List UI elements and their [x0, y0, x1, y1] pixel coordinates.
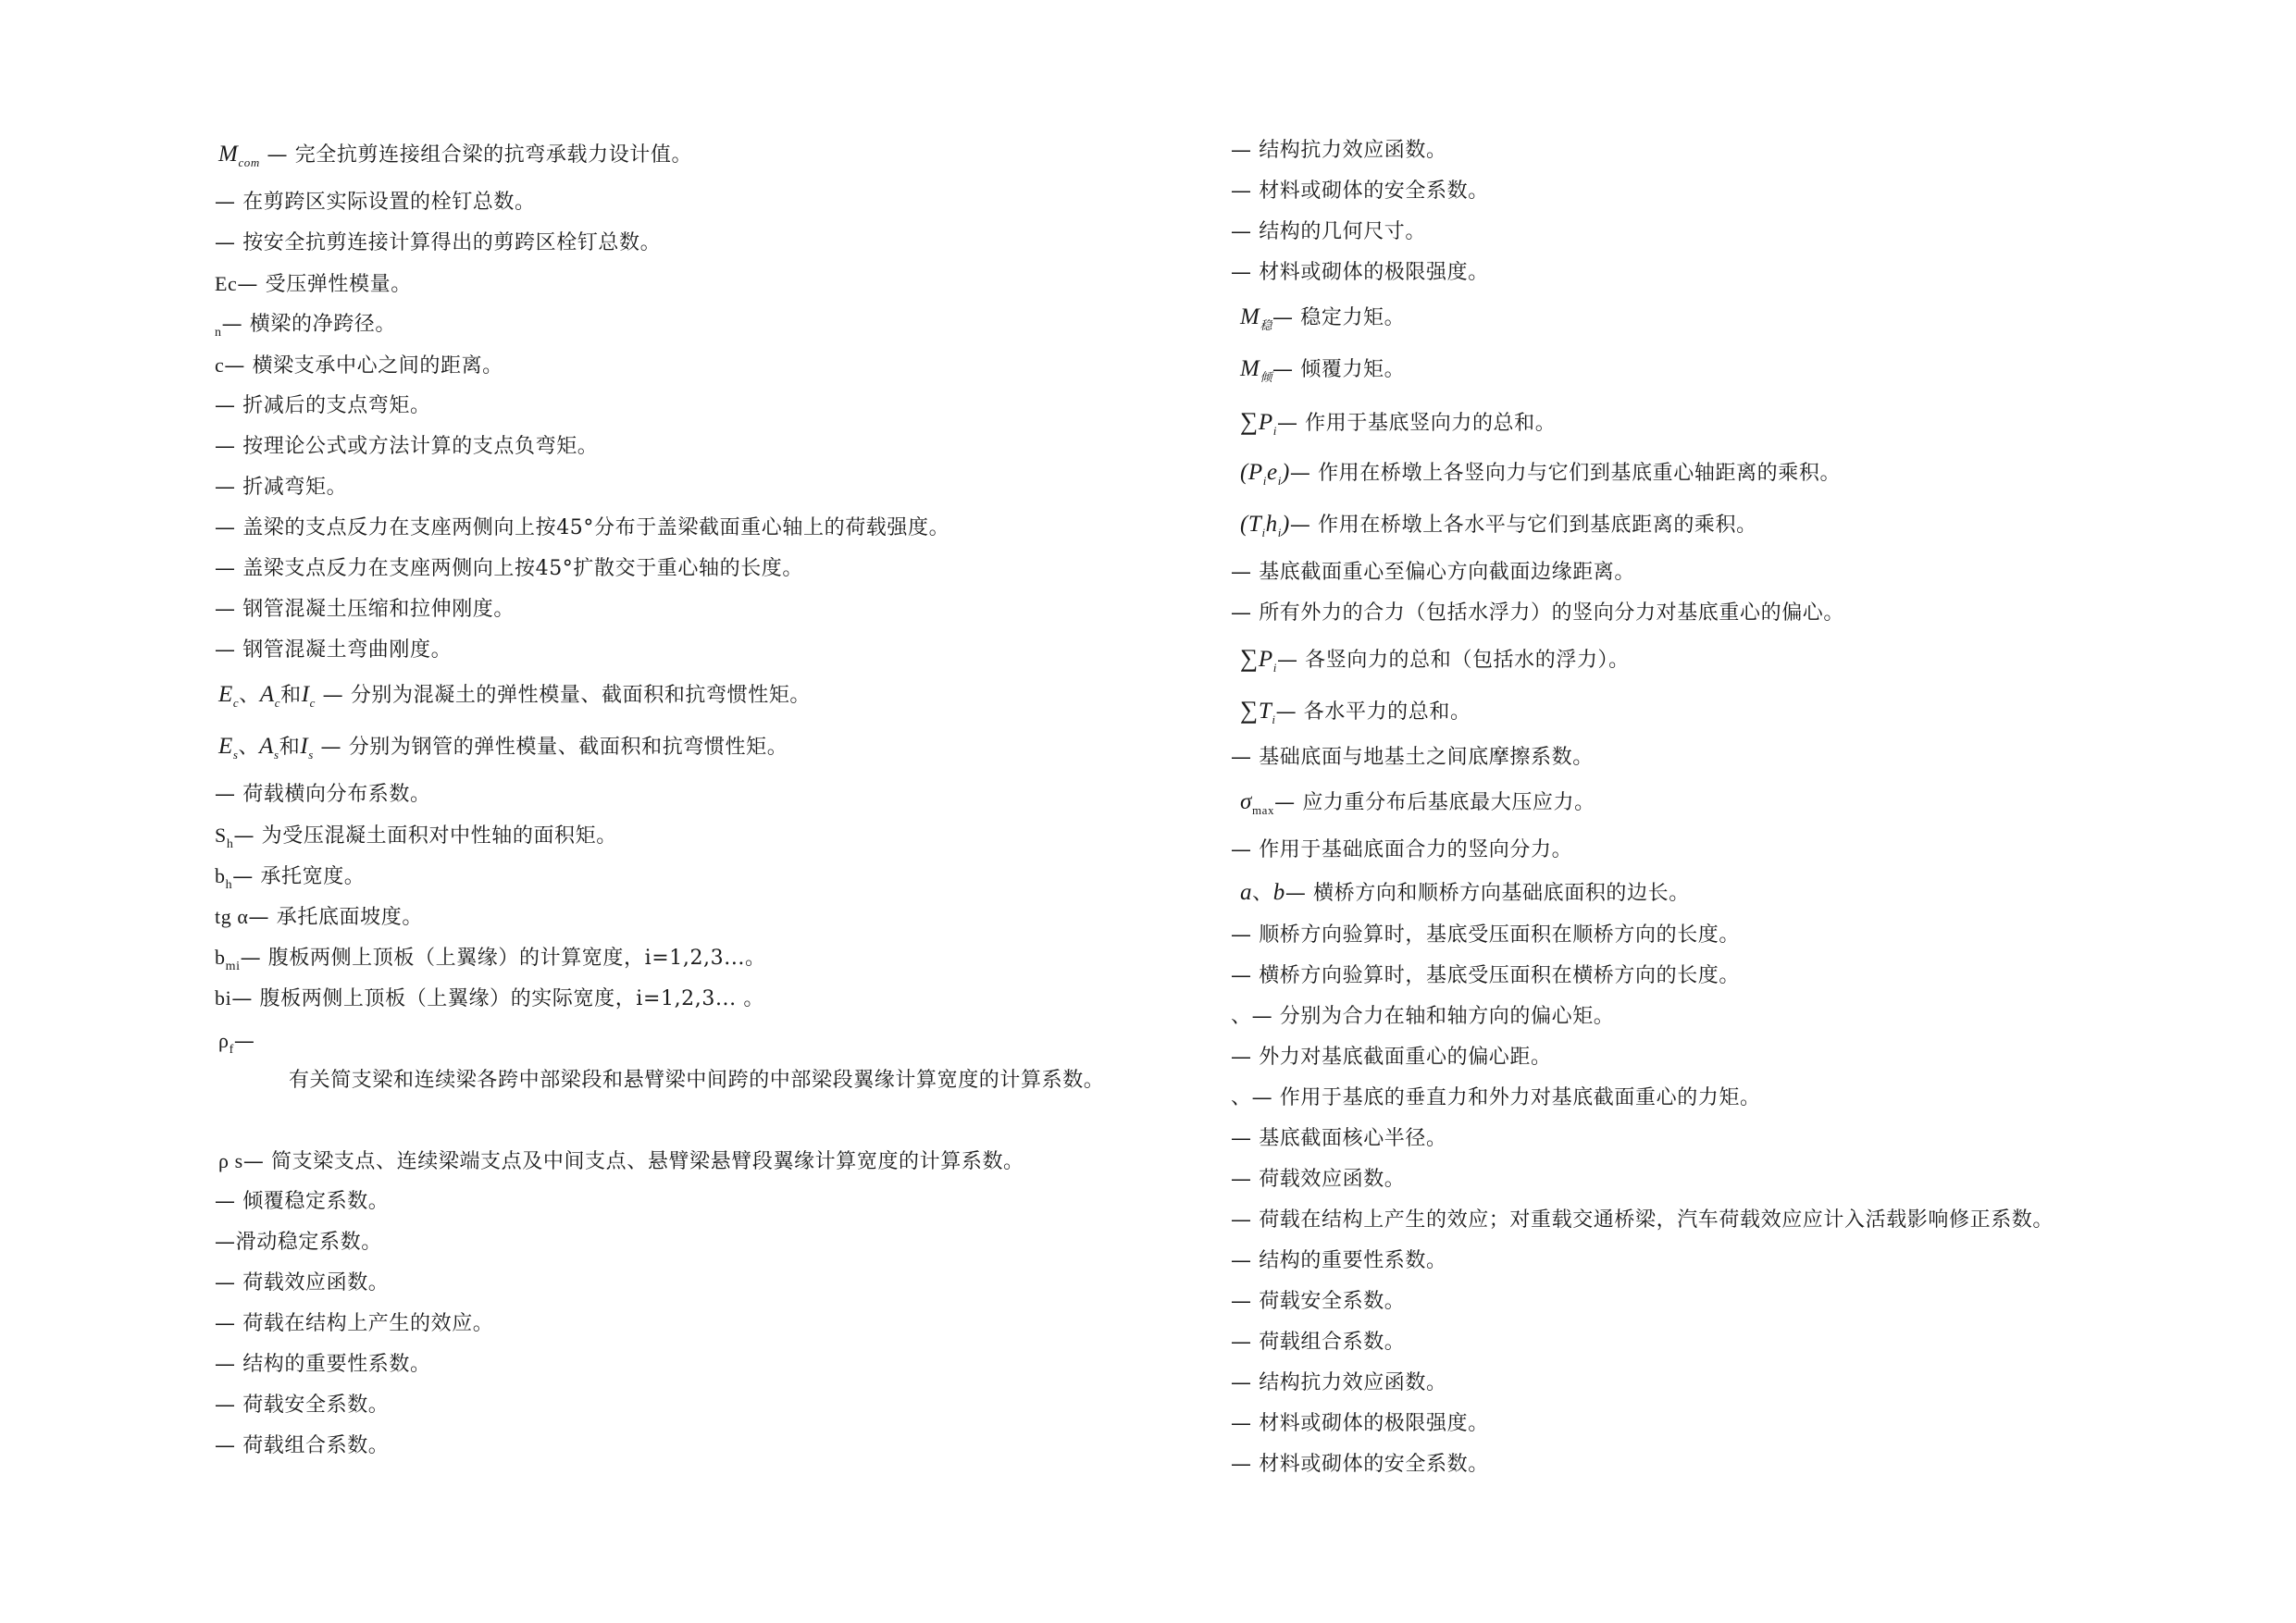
definition-line: — 所有外力的合力（包括水浮力）的竖向分力对基底重心的偏心。	[1231, 601, 1844, 625]
definition-line: — 钢管混凝土弯曲刚度。	[215, 638, 453, 662]
definition-line: c— 横梁支承中心之间的距离。	[215, 353, 503, 378]
definition-line: — 外力对基底截面重心的偏心距。	[1231, 1046, 1552, 1069]
definition-line: $\rho_f—$	[218, 1029, 255, 1057]
math-symbol: $(T_ih_i)$	[1240, 512, 1290, 539]
definition-line: $\sigma_{max}—$ 应力重分布后基底最大压应力。	[1240, 789, 1595, 817]
definition-line: — 结构抗力效应函数。	[1231, 1371, 1447, 1394]
definition-line: — 折减后的支点弯矩。	[215, 394, 431, 417]
definition-line: 、— 分别为合力在轴和轴方向的偏心矩。	[1231, 1005, 1615, 1028]
math-symbol: $\sum P_i$	[1240, 644, 1277, 675]
definition-line: $\sum T_i—$ 各水平力的总和。	[1240, 696, 1471, 726]
definition-line: $(T_ih_i)—$ 作用在桥墩上各水平与它们到基底距离的乘积。	[1240, 512, 1757, 539]
definition-line: — 基底截面核心半径。	[1231, 1127, 1447, 1150]
definition-line: — 荷载效应函数。	[1231, 1168, 1406, 1191]
definition-line: — 荷载横向分布系数。	[215, 783, 431, 806]
definition-line: — 在剪跨区实际设置的栓钉总数。	[215, 191, 536, 214]
definition-line: — 材料或砌体的极限强度。	[1231, 261, 1489, 284]
definition-line: $E_s$、$A_s$和$I_s$ — 分别为钢管的弹性模量、截面积和抗弯惯性矩。	[218, 734, 788, 762]
definition-line: — 基础底面与地基土之间底摩擦系数。	[1231, 746, 1594, 769]
definition-line: — 倾覆稳定系数。	[215, 1190, 390, 1213]
definition-paragraph: 有关简支梁和连续梁各跨中部梁段和悬臂梁中间跨的中部梁段翼缘计算宽度的计算系数。	[289, 1069, 1105, 1092]
math-symbol: $E_s$	[218, 734, 239, 762]
definition-line: bi— 腹板两侧上顶板（上翼缘）的实际宽度，i=1,2,3... 。	[215, 986, 764, 1010]
definition-line: — 荷载效应函数。	[215, 1271, 390, 1295]
definition-line: — 按理论公式或方法计算的支点负弯矩。	[215, 435, 599, 458]
definition-line: — 结构的重要性系数。	[215, 1353, 431, 1376]
definition-line: $b_h—$ 承托宽度。	[215, 864, 366, 892]
definition-line: ρ s— 简支梁支点、连续梁端支点及中间支点、悬臂梁悬臂段翼缘计算宽度的计算系数。	[218, 1149, 1024, 1173]
definition-line: — 荷载在结构上产生的效应。	[215, 1312, 494, 1335]
math-symbol: $M_稳$	[1240, 304, 1273, 332]
math-symbol: $M_{com}$	[218, 142, 260, 169]
math-symbol: $(P_ie_i)$	[1240, 460, 1290, 488]
definition-line: tg α— 承托底面坡度。	[215, 905, 423, 929]
definition-line: — 盖梁的支点反力在支座两侧向上按45°分布于盖梁截面重心轴上的荷载强度。	[215, 516, 950, 539]
definition-line: Ec— 受压弹性模量。	[215, 272, 412, 296]
definition-line: — 横桥方向验算时，基底受压面积在横桥方向的长度。	[1231, 964, 1740, 987]
definition-line: — 钢管混凝土压缩和拉伸刚度。	[215, 598, 515, 621]
definition-line: $M_倾—$ 倾覆力矩。	[1240, 356, 1406, 384]
math-symbol: $E_c$	[218, 682, 240, 710]
definition-line: $S_h—$ 为受压混凝土面积对中性轴的面积矩。	[215, 824, 617, 851]
definition-line: — 折减弯矩。	[215, 476, 348, 499]
definition-line: $M_稳—$ 稳定力矩。	[1240, 304, 1406, 332]
definition-line: $\sum P_i—$ 各竖向力的总和（包括水的浮力）。	[1240, 644, 1630, 675]
math-symbol: $\sum T_i$	[1240, 696, 1276, 726]
math-symbol: $\sigma_{max}$	[1240, 789, 1275, 817]
definition-line: — 荷载安全系数。	[1231, 1290, 1406, 1313]
definition-line: — 结构抗力效应函数。	[1231, 139, 1447, 162]
definition-line: $b_{mi}—$ 腹板两侧上顶板（上翼缘）的计算宽度，i=1,2,3...。	[215, 946, 766, 973]
definition-line: — 荷载在结构上产生的效应；对重载交通桥梁，汽车荷载效应应计入活载影响修正系数。	[1231, 1208, 2054, 1232]
definition-line: — 作用于基础底面合力的竖向分力。	[1231, 838, 1573, 861]
definition-line: $\sum P_i—$ 作用于基底竖向力的总和。	[1240, 407, 1557, 438]
definition-line: $E_c$、$A_c$和$I_c$ — 分别为混凝土的弹性模量、截面积和抗弯惯性矩。	[218, 682, 812, 710]
math-symbol: $M_倾$	[1240, 356, 1273, 384]
definition-line: $(P_ie_i)—$ 作用在桥墩上各竖向力与它们到基底重心轴距离的乘积。	[1240, 460, 1842, 488]
definition-line: — 材料或砌体的安全系数。	[1231, 1453, 1489, 1476]
definition-line: — 盖梁支点反力在支座两侧向上按45°扩散交于重心轴的长度。	[215, 557, 803, 580]
definition-line: $M_{com}$ — 完全抗剪连接组合梁的抗弯承载力设计值。	[218, 142, 693, 169]
definition-line: —滑动稳定系数。	[215, 1231, 382, 1254]
definition-line: — 按安全抗剪连接计算得出的剪跨区栓钉总数。	[215, 231, 662, 254]
definition-line: — 结构的几何尺寸。	[1231, 220, 1426, 243]
definition-line: — 顺桥方向验算时，基底受压面积在顺桥方向的长度。	[1231, 923, 1740, 947]
math-symbol: $\sum P_i$	[1240, 407, 1277, 438]
definition-line: — 材料或砌体的安全系数。	[1231, 180, 1489, 203]
definition-line: 、— 作用于基底的垂直力和外力对基底截面重心的力矩。	[1231, 1086, 1761, 1109]
definition-line: — 结构的重要性系数。	[1231, 1249, 1447, 1272]
definition-line: $_n$— 横梁的净跨径。	[215, 313, 397, 340]
definition-line: — 基底截面重心至偏心方向截面边缘距离。	[1231, 561, 1635, 584]
definition-line: — 荷载组合系数。	[1231, 1331, 1406, 1354]
definition-line: — 荷载安全系数。	[215, 1394, 390, 1417]
definition-line: — 材料或砌体的极限强度。	[1231, 1412, 1489, 1435]
definition-line: a、b— 横桥方向和顺桥方向基础底面积的边长。	[1240, 880, 1690, 905]
definition-line: — 荷载组合系数。	[215, 1434, 390, 1457]
math-symbol: a	[1240, 880, 1253, 905]
